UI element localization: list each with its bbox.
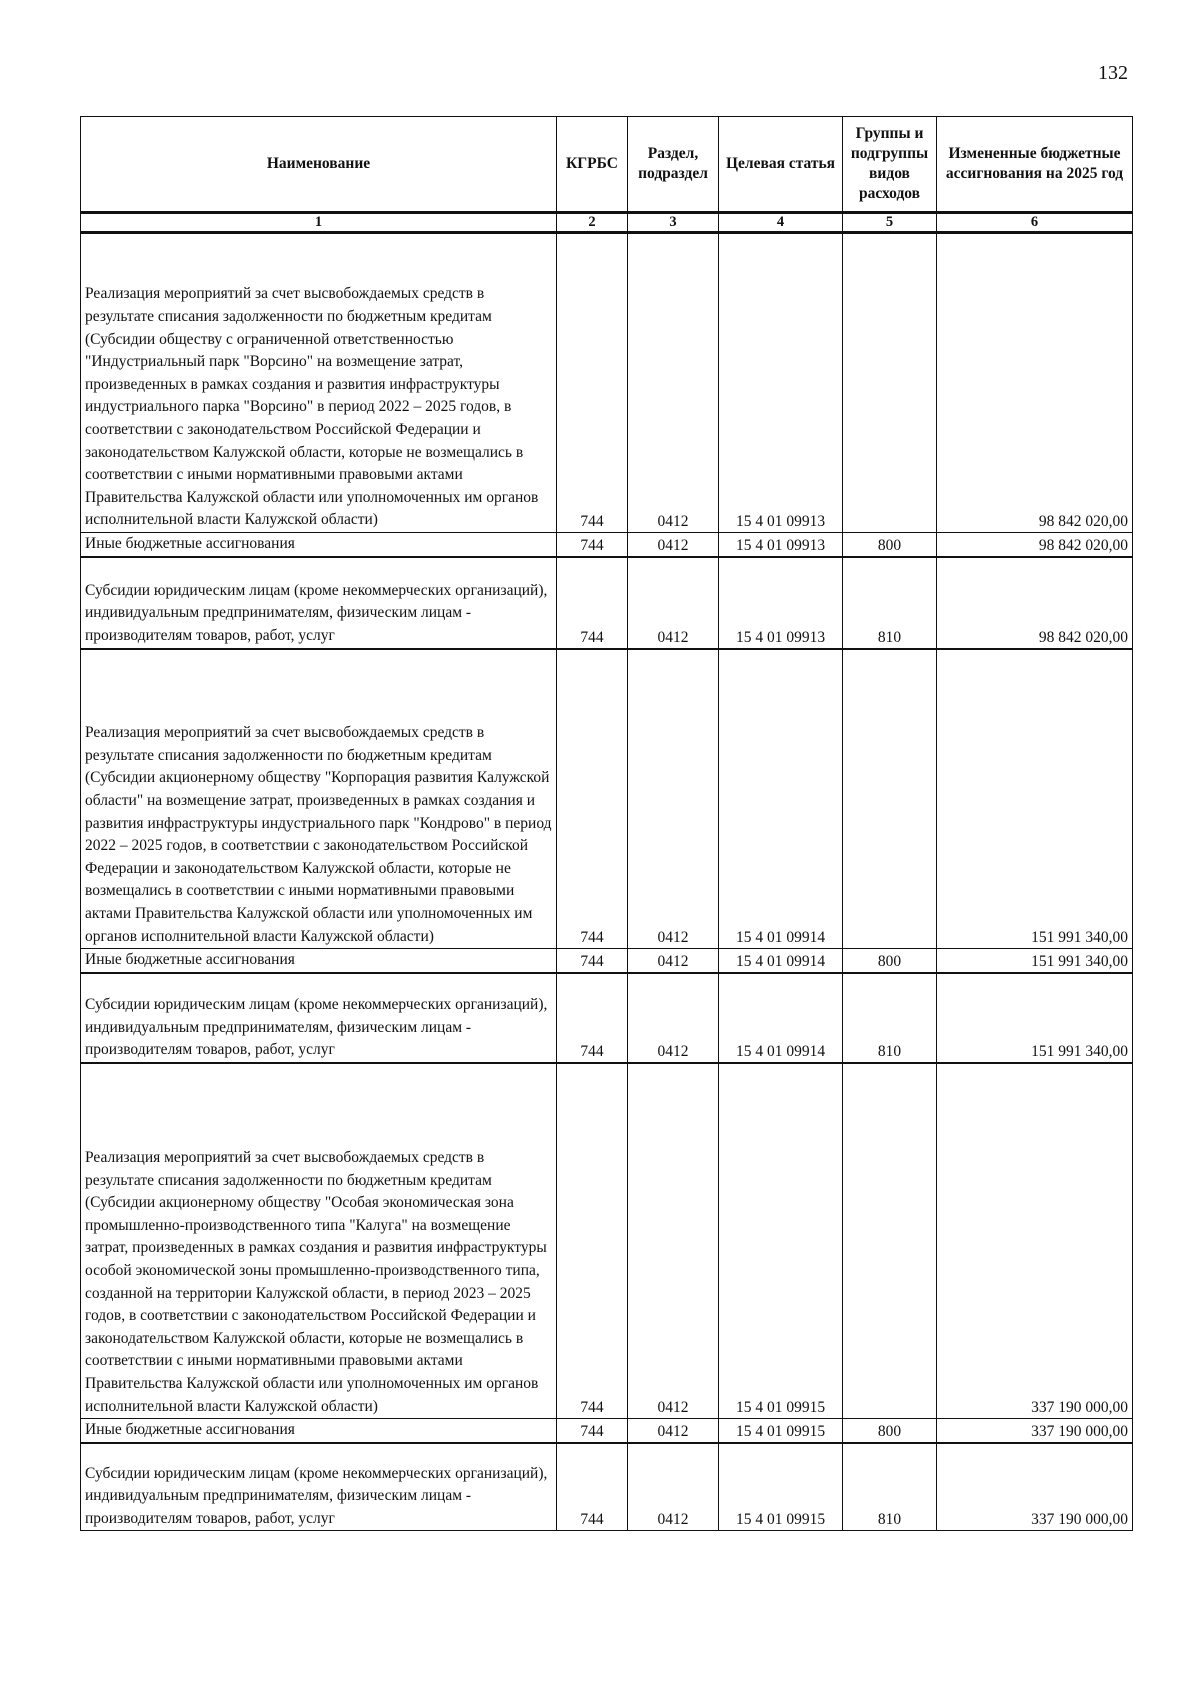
table-row [81,1443,1133,1531]
row-name: Субсидии юридическим лицам (кроме некоммерческих организаций), индивидуальным предпринимателям, физическим лицам - производителям товаров, работ, услуг [81,557,557,649]
column-number-row [81,213,1133,233]
table-row [81,533,1133,557]
row-group: 810 [843,1443,937,1531]
row-amount: 98 842 020,00 [937,533,1133,557]
page-number: 132 [1098,62,1128,84]
row-section: 0412 [628,1063,719,1419]
row-section: 0412 [628,1443,719,1531]
table-row [81,1063,1133,1419]
header-amount: Измененные бюджетные ассигнования на 2025 год [937,117,1133,213]
row-name: Реализация мероприятий за счет высвобождаемых средств в результате списания задолженности по бюджетным кредитам (Субсидии акционерному обществу "Особая экономическая зона промышленно-производственного типа "Калуга" на возмещение затрат, произведенных в рамках создания и развития инфраструктуры особой экономической зоны промышленно-производственного типа, созданной на территории Калужской области, в период 2023 – 2025 годов, в соответствии с законодательством Российской Федерации и законодательством Калужской области, которые не возмещались в соответствии с иными нормативными правовыми актами Правительства Калужской области или уполномоченных им органов исполнительной власти Калужской области) [81,1063,557,1419]
table-row [81,233,1133,533]
row-name: Субсидии юридическим лицам (кроме некоммерческих организаций), индивидуальным предпринимателям, физическим лицам - производителям товаров, работ, услуг [81,1443,557,1531]
table-row [81,649,1133,949]
header-kgrbs: КГРБС [557,117,628,213]
row-section: 0412 [628,557,719,649]
row-kgrbs: 744 [557,233,628,533]
row-section: 0412 [628,649,719,949]
row-section: 0412 [628,949,719,973]
row-amount: 98 842 020,00 [937,233,1133,533]
table-row [81,973,1133,1063]
row-section: 0412 [628,1419,719,1443]
row-target: 15 4 01 09914 [719,949,843,973]
row-kgrbs: 744 [557,973,628,1063]
table-row [81,1419,1133,1443]
header-section: Раздел, подраздел [628,117,719,213]
row-amount: 151 991 340,00 [937,649,1133,949]
row-section: 0412 [628,533,719,557]
row-amount: 337 190 000,00 [937,1063,1133,1419]
row-name: Иные бюджетные ассигнования [81,1419,557,1443]
column-number: 4 [719,213,843,233]
row-group [843,649,937,949]
row-amount: 98 842 020,00 [937,557,1133,649]
row-amount: 151 991 340,00 [937,973,1133,1063]
row-group: 800 [843,533,937,557]
row-target: 15 4 01 09914 [719,649,843,949]
row-target: 15 4 01 09915 [719,1443,843,1531]
budget-table [80,116,1133,1531]
row-name: Иные бюджетные ассигнования [81,949,557,973]
row-name: Субсидии юридическим лицам (кроме некоммерческих организаций), индивидуальным предпринимателям, физическим лицам - производителям товаров, работ, услуг [81,973,557,1063]
row-target: 15 4 01 09914 [719,973,843,1063]
row-name: Реализация мероприятий за счет высвобождаемых средств в результате списания задолженности по бюджетным кредитам (Субсидии обществу с ограниченной ответственностью "Индустриальный парк "Ворсино" на возмещение затрат, произведенных в рамках создания и развития инфраструктуры индустриального парка "Ворсино" в период 2022 – 2025 годов, в соответствии с законодательством Российской Федерации и законодательством Калужской области, которые не возмещались в соответствии с иными нормативными правовыми актами Правительства Калужской области или уполномоченных им органов исполнительной власти Калужской области) [81,233,557,533]
row-group [843,1063,937,1419]
row-kgrbs: 744 [557,1443,628,1531]
table-row [81,949,1133,973]
column-number: 3 [628,213,719,233]
column-number: 5 [843,213,937,233]
column-number: 2 [557,213,628,233]
table-header-row [81,117,1133,213]
row-kgrbs: 744 [557,1063,628,1419]
row-target: 15 4 01 09915 [719,1063,843,1419]
row-group: 800 [843,1419,937,1443]
row-group: 810 [843,973,937,1063]
header-groups: Группы и подгруппы видов расходов [843,117,937,213]
header-target: Целевая статья [719,117,843,213]
column-number: 1 [81,213,557,233]
row-amount: 337 190 000,00 [937,1419,1133,1443]
row-target: 15 4 01 09913 [719,533,843,557]
row-group: 800 [843,949,937,973]
column-number: 6 [937,213,1133,233]
row-group [843,233,937,533]
row-section: 0412 [628,973,719,1063]
row-kgrbs: 744 [557,533,628,557]
row-amount: 151 991 340,00 [937,949,1133,973]
row-amount: 337 190 000,00 [937,1443,1133,1531]
row-kgrbs: 744 [557,1419,628,1443]
table-row [81,557,1133,649]
row-target: 15 4 01 09913 [719,557,843,649]
row-target: 15 4 01 09915 [719,1419,843,1443]
row-section: 0412 [628,233,719,533]
row-kgrbs: 744 [557,557,628,649]
row-group: 810 [843,557,937,649]
row-kgrbs: 744 [557,949,628,973]
row-name: Реализация мероприятий за счет высвобождаемых средств в результате списания задолженности по бюджетным кредитам (Субсидии акционерному обществу "Корпорация развития Калужской области" на возмещение затрат, произведенных в рамках создания и развития инфраструктуры индустриального парк "Кондрово" в период 2022 – 2025 годов, в соответствии с законодательством Российской Федерации и законодательством Калужской области, которые не возмещались в соответствии с иными нормативными правовыми актами Правительства Калужской области или уполномоченных им органов исполнительной власти Калужской области) [81,649,557,949]
header-name: Наименование [81,117,557,213]
row-kgrbs: 744 [557,649,628,949]
row-name: Иные бюджетные ассигнования [81,533,557,557]
row-target: 15 4 01 09913 [719,233,843,533]
